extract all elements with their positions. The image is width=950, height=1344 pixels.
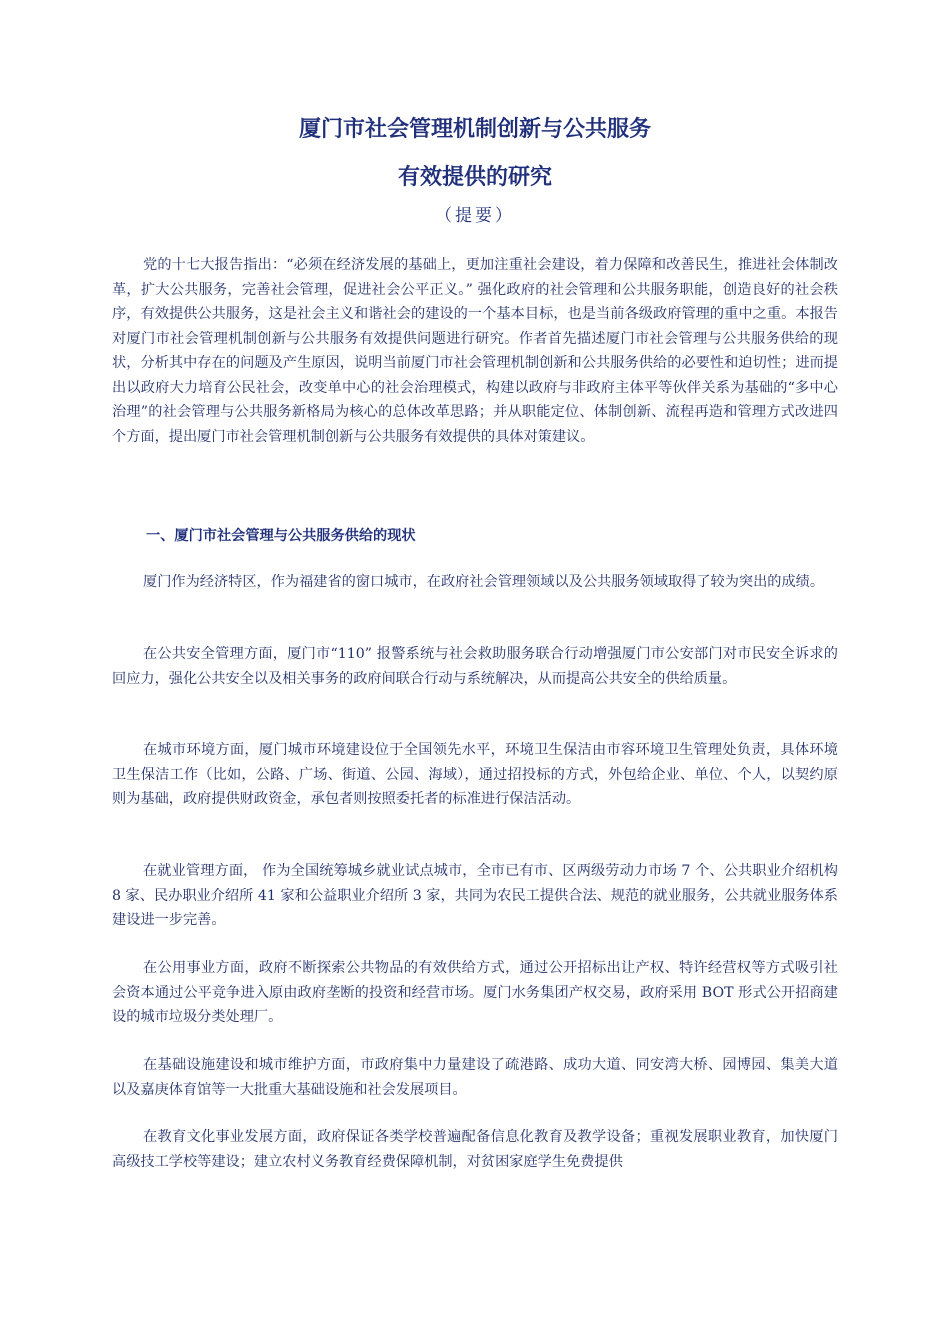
paragraph-urban-environment: 在城市环境方面，厦门城市环境建设位于全国领先水平，环境卫生保洁由市容环境卫生管理处负责，具体环境卫生保洁工作（比如，公路、广场、街道、公园、海域），通过招投标的方式，外包给企业、单位、个人，以契约原则为基础，政府提供财政资金，承包者则按照委托者的标准进行保洁活动。 [112, 742, 838, 807]
paragraph-infrastructure: 在基础设施建设和城市维护方面，市政府集中力量建设了疏港路、成功大道、同安湾大桥、园博园、集美大道以及嘉庚体育馆等一大批重大基础设施和社会发展项目。 [112, 1057, 838, 1098]
section-1-heading: 一、厦门市社会管理与公共服务供给的现状 [146, 528, 416, 544]
document-title-line-1: 厦门市社会管理机制创新与公共服务 [298, 117, 651, 142]
document-title-line-2: 有效提供的研究 [397, 165, 552, 190]
paragraph-public-utilities: 在公用事业方面，政府不断探索公共物品的有效供给方式，通过公开招标出让产权、特许经营权等方式吸引社会资本通过公平竞争进入原由政府垄断的投资和经营市场。厦门水务集团产权交易，政府采用 BOT 形式公开招商建设的城市垃圾分类处理厂。 [112, 960, 838, 1025]
paragraph-public-security: 在公共安全管理方面，厦门市“110” 报警系统与社会救助服务联合行动增强厦门市公安部门对市民安全诉求的回应力，强化公共安全以及相关事务的政府间联合行动与系统解决，从而提高公共安全的供给质量。 [112, 646, 838, 687]
paragraph-employment: 在就业管理方面， 作为全国统筹城乡就业试点城市，全市已有市、区两级劳动力市场 7 个、公共职业介绍机构 8 家、民办职业介绍所 41 家和公益职业介绍所 3 家，共同为农民工提供合法、规范的就业服务，公共就业服务体系建设进一步完善。 [112, 863, 838, 928]
intro-paragraph: 党的十七大报告指出：“必须在经济发展的基础上，更加注重社会建设，着力保障和改善民生，推进社会体制改革，扩大公共服务，完善社会管理，促进社会公平正义。” 强化政府的社会管理和公共服务职能，创造良好的社会秩序，有效提供公共服务，这是社会主义和谐社会的建设的一个基本目标，也是当前各级政府管理的重中之重。本报告对厦门市社会管理机制创新与公共服务有效提供问题进行研究。作者首先描述厦门市社会管理与公共服务供给的现状，分析其中存在的问题及产生原因，说明当前厦门市社会管理机制创新和公共服务供给的必要性和迫切性；进而提出以政府大力培育公民社会，改变单中心的社会治理模式，构建以政府与非政府主体平等伙伴关系为基础的“多中心治理”的社会管理与公共服务新格局为核心的总体改革思路；并从职能定位、体制创新、流程再造和管理方式改进四个方面，提出厦门市社会管理机制创新与公共服务有效提供的具体对策建议。 [112, 257, 838, 445]
paragraph-overview: 厦门作为经济特区，作为福建省的窗口城市，在政府社会管理领域以及公共服务领域取得了较为突出的成绩。 [143, 574, 825, 590]
paragraph-education-culture: 在教育文化事业发展方面，政府保证各类学校普遍配备信息化教育及教学设备；重视发展职业教育，加快厦门高级技工学校等建设；建立农村义务教育经费保障机制，对贫困家庭学生免费提供 [112, 1129, 838, 1170]
document-subtitle: （提要） [435, 206, 515, 226]
